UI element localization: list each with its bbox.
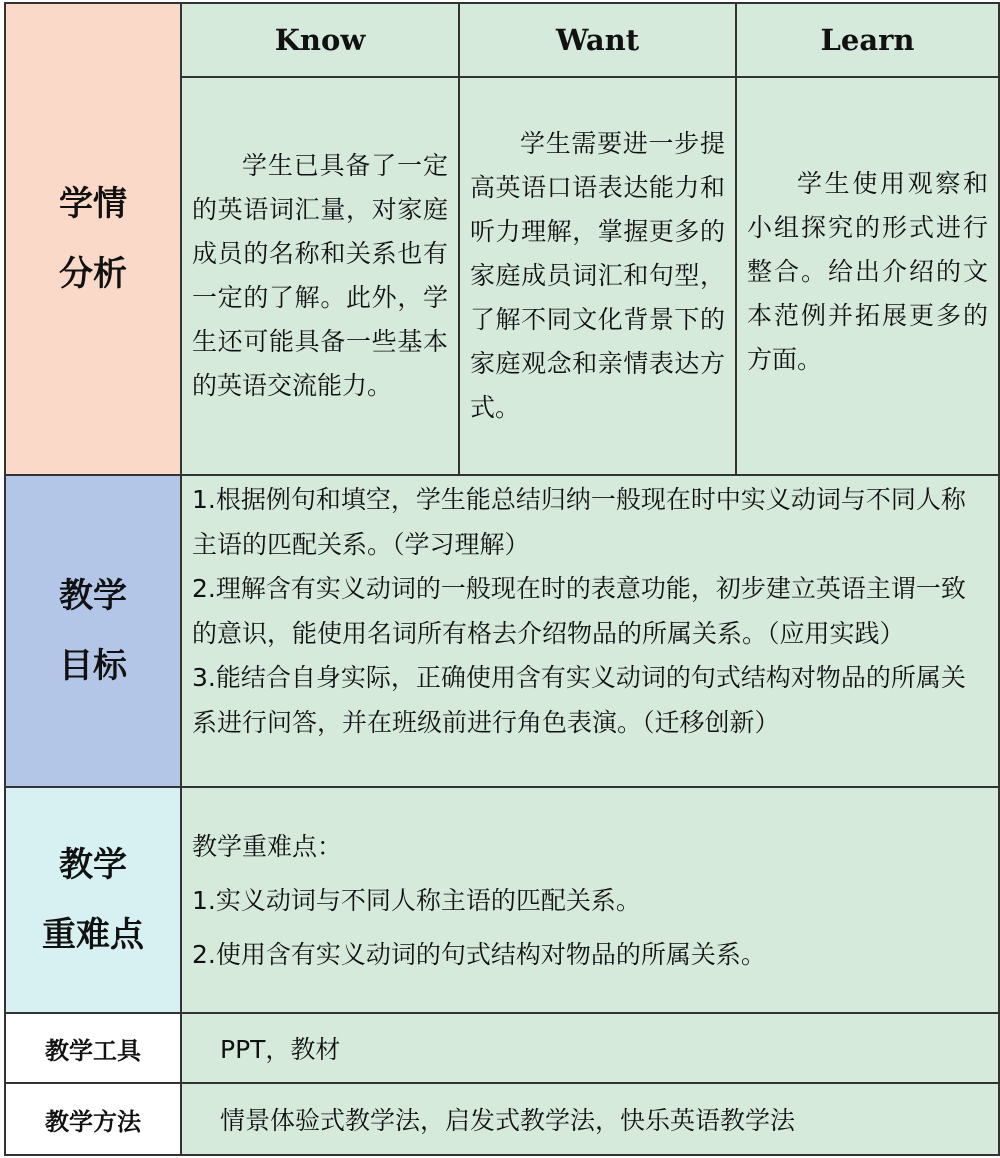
tools-label: 教学工具: [5, 1013, 181, 1083]
objectives-label-line2: 目标: [59, 646, 127, 686]
analysis-label-cell: [5, 3, 181, 475]
key-point-item: 2.使用含有实义动词的句式结构对物品的所属关系。: [192, 940, 766, 969]
key-points-label-line1: 教学: [59, 845, 127, 885]
objective-item: 3.能结合自身实际，正确使用含有实义动词的句式结构对物品的所属关系进行问答，并在班级前进行角色表演。（迁移创新）: [192, 663, 966, 737]
objectives-label-line1: 教学: [59, 576, 127, 616]
tools-row: [5, 1013, 999, 1083]
know-header: Know: [181, 3, 459, 77]
analysis-label-line1: 学情: [59, 184, 127, 224]
tools-value: PPT，教材: [181, 1013, 999, 1083]
kwl-header-row: [5, 3, 999, 77]
lesson-plan-table: [4, 2, 1000, 1156]
want-text: 学生需要进一步提高英语口语表达能力和听力理解，掌握更多的家庭成员词汇和句型，了解不同文化背景下的家庭观念和亲情表达方式。: [459, 77, 736, 475]
learn-text: 学生使用观察和小组探究的形式进行整合。给出介绍的文本范例并拓展更多的方面。: [736, 77, 999, 475]
key-points-content: [181, 787, 999, 1013]
objectives-label-cell: [5, 475, 181, 787]
objectives-content: [181, 475, 999, 787]
analysis-label-line2: 分析: [59, 254, 127, 294]
key-point-item: 1.实义动词与不同人称主语的匹配关系。: [192, 886, 641, 915]
objectives-row: [5, 475, 999, 787]
methods-row: [5, 1083, 999, 1155]
learn-header: Learn: [736, 3, 999, 77]
methods-value: 情景体验式教学法，启发式教学法，快乐英语教学法: [181, 1083, 999, 1155]
know-text: 学生已具备了一定的英语词汇量，对家庭成员的名称和关系也有一定的了解。此外，学生还可能具备一些基本的英语交流能力。: [181, 77, 459, 475]
objective-item: 1.根据例句和填空，学生能总结归纳一般现在时中实义动词与不同人称主语的匹配关系。（学习理解）: [192, 485, 966, 559]
methods-label: 教学方法: [5, 1083, 181, 1155]
key-points-row: [5, 787, 999, 1013]
key-points-label-line2: 重难点: [42, 915, 144, 955]
objective-item: 2.理解含有实义动词的一般现在时的表意功能，初步建立英语主谓一致的意识，能使用名词所有格去介绍物品的所属关系。（应用实践）: [192, 574, 966, 648]
want-header: Want: [459, 3, 736, 77]
key-points-heading: 教学重难点：: [192, 832, 343, 861]
key-points-label-cell: [5, 787, 181, 1013]
